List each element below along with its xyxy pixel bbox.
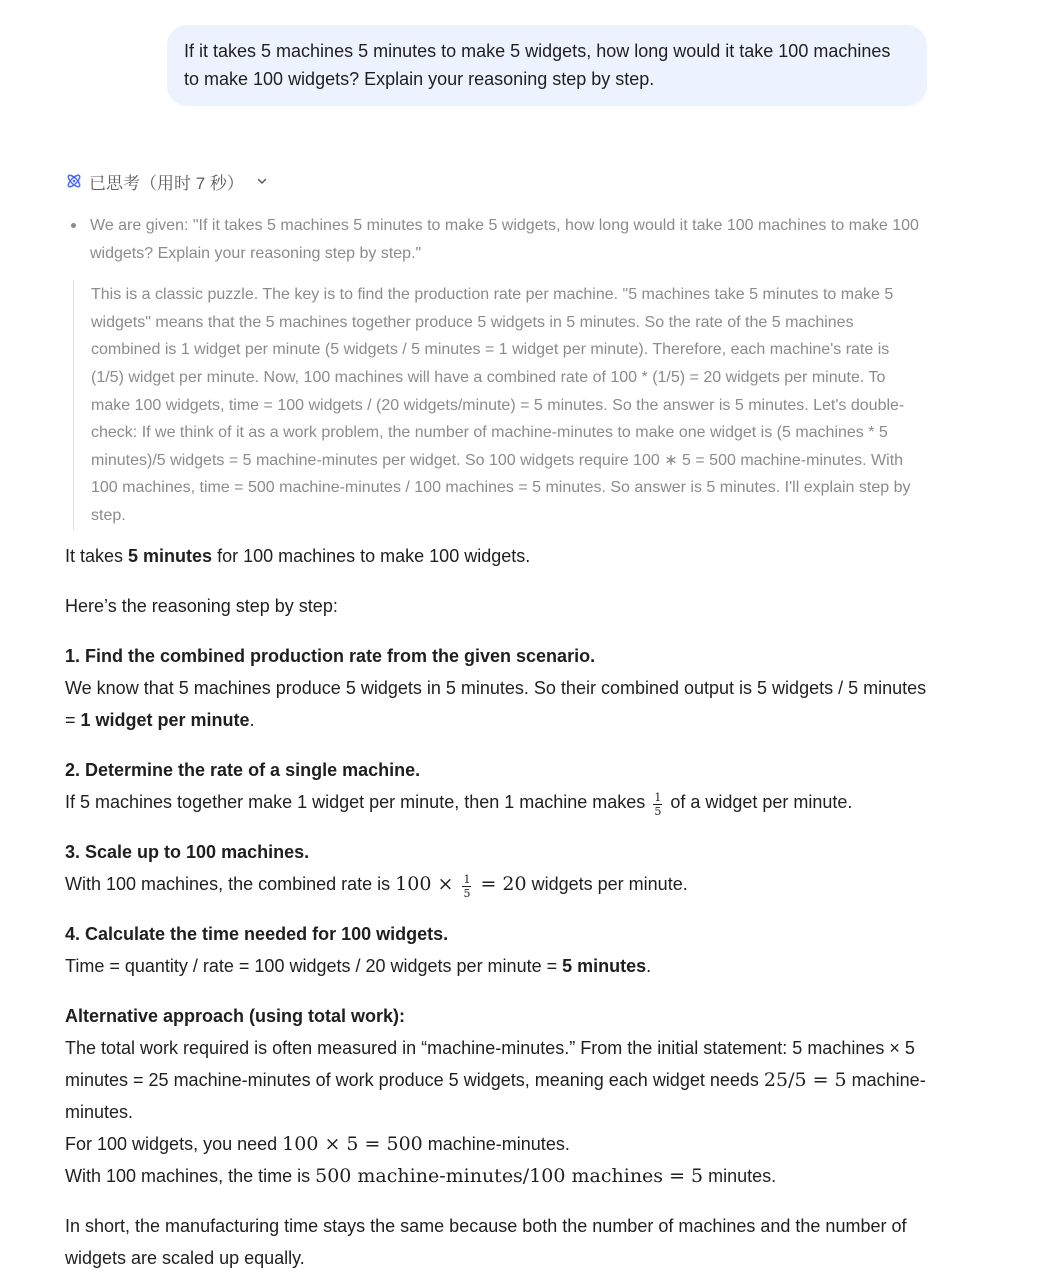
- step-3: [65, 836, 935, 900]
- answer-intro: [65, 540, 935, 572]
- step-3-math-result: = 20: [474, 873, 527, 895]
- alternative-text-4: machine-minutes.: [422, 1134, 570, 1154]
- alternative-text-2: machine-minutes.: [65, 1070, 926, 1122]
- thinking-toggle[interactable]: [65, 168, 268, 194]
- step-1: [65, 640, 935, 736]
- step-1-bold: 1 widget per minute: [80, 710, 250, 730]
- step-4-end: .: [646, 956, 652, 976]
- fraction-one-fifth: [462, 874, 471, 899]
- assistant-answer: [65, 540, 935, 1274]
- step-3-title: 3. Scale up to 100 machines.: [65, 842, 310, 862]
- step-1-end: .: [249, 710, 255, 730]
- user-message-text: If it takes 5 machines 5 minutes to make 5 widgets, how long would it take 100 machines to make 100 widgets? Explain your reasoning step by step.: [184, 41, 891, 89]
- fraction-numerator: 1: [654, 791, 662, 804]
- step-4-title: 4. Calculate the time needed for 100 widgets.: [65, 924, 449, 944]
- step-4-bold: 5 minutes: [562, 956, 647, 976]
- fraction-numerator: 1: [463, 873, 471, 886]
- alternative-math-2: 100 × 5 = 500: [282, 1133, 423, 1155]
- step-2-text-end: of a widget per minute.: [665, 792, 853, 812]
- alternative-math-3: 500 machine-minutes/100 machines = 5: [315, 1165, 704, 1187]
- thinking-content: [65, 212, 925, 530]
- answer-intro-bold: 5 minutes: [128, 546, 213, 566]
- step-1-title: 1. Find the combined production rate from the given scenario.: [65, 646, 596, 666]
- step-3-text-end: widgets per minute.: [526, 874, 688, 894]
- thinking-first-line: We are given: "If it takes 5 machines 5 minutes to make 5 widgets, how long would it take 100 machines to make 100 widgets? Explain your reasoning step by step.": [90, 217, 919, 262]
- alternative-text-6: minutes.: [703, 1166, 777, 1186]
- step-3-text: With 100 machines, the combined rate is: [65, 874, 396, 894]
- thinking-paragraph: This is a classic puzzle. The key is to find the production rate per machine. "5 machines take 5 minutes to make 5 widgets" means that the 5 machines together produce 5 widgets in 5 minutes. So the rate of the 5 machines combined is 1 widget per minute (5 widgets / 5 minutes = 1 widget per minute). Therefore, each machine's rate is (1/5) widget per minute. Now, 100 machines will have a combined rate of 100 * (1/5) = 20 widgets per minute. To make 100 widgets, time = 100 widgets / (20 widgets/minute) = 5 minutes. So the answer is 5 minutes. Let's double-check: If we think of it as a work problem, the number of machine-minutes to make one widget is (5 machines * 5 minutes)/5 widgets = 5 machine-minutes per widget. So 100 widgets require 100 ∗ 5 = 500 machine-minutes. With 100 machines, time = 500 machine-minutes / 100 machines = 5 minutes. So answer is 5 minutes. I'll explain step by step.: [73, 281, 925, 529]
- step-1-text: We know that 5 machines produce 5 widgets in 5 minutes. So their combined output is 5 widgets / 5 minutes =: [65, 678, 927, 730]
- answer-summary: In short, the manufacturing time stays the same because both the number of machines and the number of widgets are scaled up equally.: [65, 1216, 907, 1268]
- step-2: [65, 754, 935, 818]
- fraction-denominator: 5: [654, 805, 662, 818]
- thinking-label: 已思考（用时 7 秒）: [89, 173, 244, 193]
- fraction-one-fifth: [653, 792, 662, 817]
- fraction-denominator: 5: [463, 887, 471, 900]
- alternative-title: Alternative approach (using total work):: [65, 1006, 406, 1026]
- alternative-math-1: 25/5 = 5: [763, 1069, 847, 1091]
- answer-intro-text-end: for 100 machines to make 100 widgets.: [212, 546, 531, 566]
- alternative-text: The total work required is often measured in “machine-minutes.” From the initial statement: 5 machines × 5 minutes = 25 machine-minutes of work produce 5 widgets, meaning each widget needs: [65, 1038, 915, 1090]
- bullet-dot: [71, 223, 76, 228]
- alternative-approach: [65, 1000, 935, 1192]
- step-4-text: Time = quantity / rate = 100 widgets / 20 widgets per minute =: [65, 956, 563, 976]
- step-3-math: 100 ×: [395, 873, 460, 895]
- step-4: [65, 918, 935, 982]
- reasoning-heading: Here’s the reasoning step by step:: [65, 596, 338, 616]
- atom-icon: [65, 172, 83, 190]
- chevron-down-icon[interactable]: [256, 175, 268, 187]
- step-2-title: 2. Determine the rate of a single machine.: [65, 760, 421, 780]
- user-message-bubble: [167, 25, 927, 106]
- step-2-text: If 5 machines together make 1 widget per minute, then 1 machine makes: [65, 792, 651, 812]
- answer-intro-text: It takes: [65, 546, 129, 566]
- thinking-bullet: [65, 212, 925, 267]
- alternative-text-5: With 100 machines, the time is: [65, 1166, 316, 1186]
- alternative-text-3: For 100 widgets, you need: [65, 1134, 283, 1154]
